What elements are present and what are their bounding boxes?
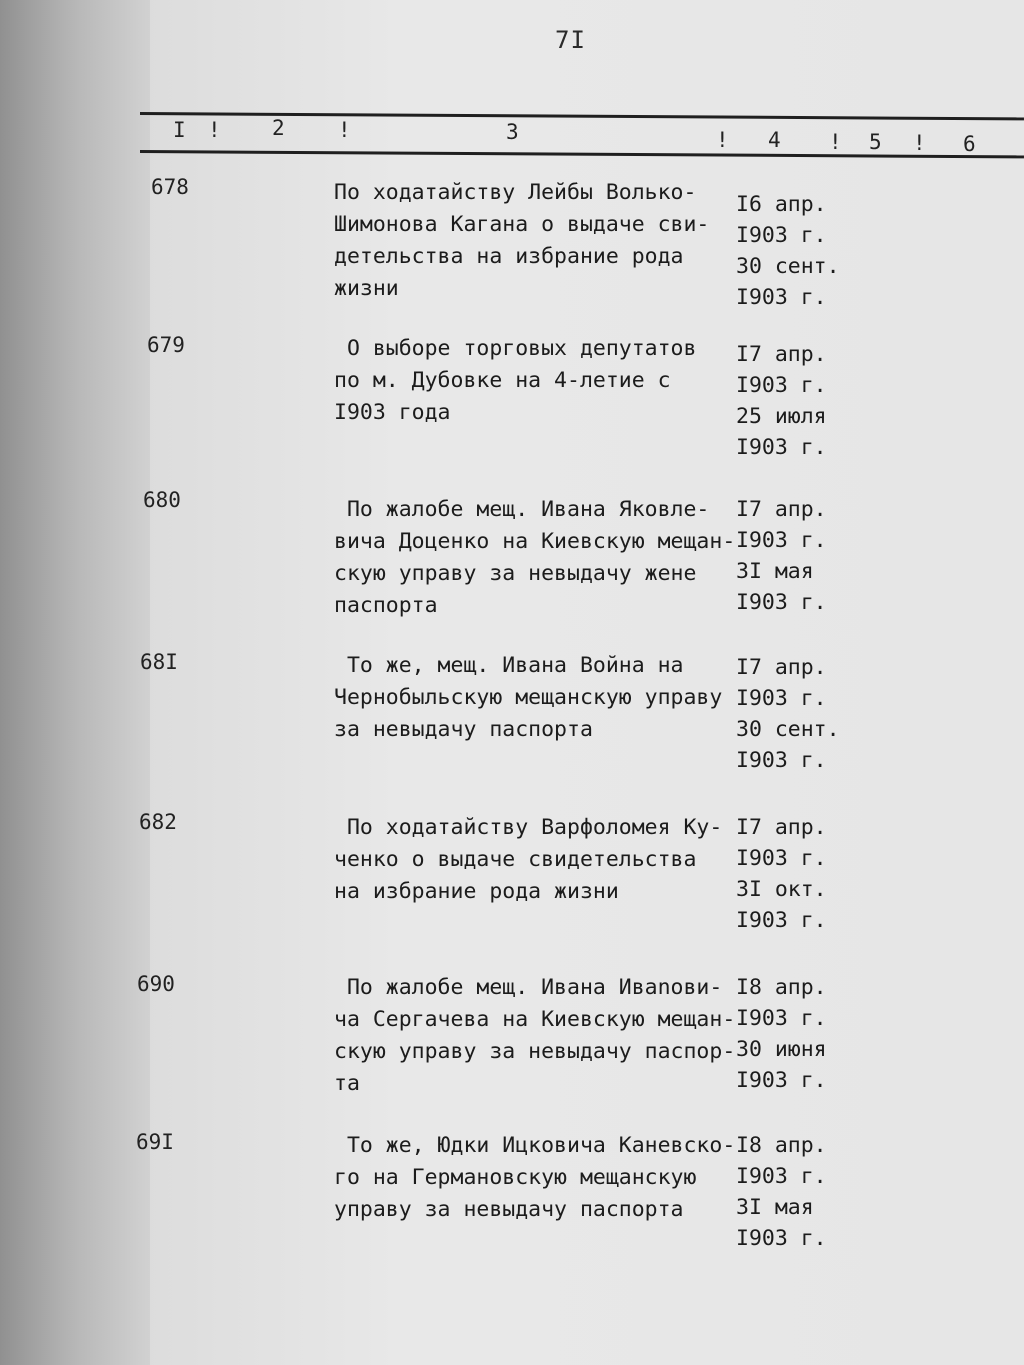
- column-header-2: 2: [272, 116, 285, 140]
- date-line: I903 г.: [736, 590, 827, 615]
- date-line: I7 апр.: [736, 342, 827, 367]
- title-line: го на Германовскую мещанскую: [334, 1165, 697, 1190]
- date-line: 3I мая: [736, 1195, 814, 1220]
- case-dates: [736, 812, 846, 936]
- date-line: I903 г.: [736, 435, 827, 460]
- date-line: 30 июня: [736, 1037, 827, 1062]
- title-line: паспорта: [334, 593, 438, 618]
- title-line: управу за невыдачу паспорта: [334, 1197, 684, 1222]
- column-header-4: 4: [768, 128, 781, 152]
- title-line: жизни: [334, 276, 399, 301]
- date-line: I7 апр.: [736, 655, 827, 680]
- date-line: I903 г.: [736, 373, 827, 398]
- title-line: детельства на избрание рода: [334, 244, 684, 269]
- case-title: [334, 333, 744, 429]
- date-line: I903 г.: [736, 1226, 827, 1251]
- date-line: I903 г.: [736, 686, 827, 711]
- date-line: I903 г.: [736, 1006, 827, 1031]
- title-line: ченко о выдаче свидетельства: [334, 847, 697, 872]
- page-number: 7I: [555, 26, 586, 54]
- column-separator: !: [716, 128, 729, 152]
- title-line: на избрание рода жизни: [334, 879, 619, 904]
- column-separator: !: [829, 130, 842, 154]
- title-line: Шимонова Кагана о выдаче сви-: [334, 212, 710, 237]
- title-line: Чернобыльскую мещанскую управу: [334, 685, 723, 710]
- date-line: I903 г.: [736, 1164, 827, 1189]
- case-number: 682: [139, 810, 177, 834]
- case-number: 680: [143, 488, 181, 512]
- date-line: 3I окт.: [736, 877, 827, 902]
- date-line: I6 апр.: [736, 192, 827, 217]
- date-line: I7 апр.: [736, 815, 827, 840]
- date-line: 30 сент.: [736, 254, 840, 279]
- column-separator: !: [208, 118, 221, 142]
- title-line: То же, Юдки Ицковича Каневско-: [334, 1133, 736, 1158]
- column-header-3: 3: [506, 120, 519, 144]
- case-number: 679: [147, 333, 185, 357]
- header-rule-bottom: [140, 150, 1024, 158]
- column-header-5: 5: [869, 130, 882, 154]
- date-line: I903 г.: [736, 748, 827, 773]
- title-line: По ходатайству Лейбы Волько-: [334, 180, 697, 205]
- title-line: По жалобе мещ. Ивана Яковле-: [334, 497, 710, 522]
- column-header-1: I: [173, 118, 186, 142]
- case-dates: [736, 652, 846, 776]
- case-dates: [736, 339, 846, 463]
- case-dates: [736, 189, 846, 313]
- date-line: I8 апр.: [736, 1133, 827, 1158]
- case-title: [334, 494, 744, 622]
- title-line: То же, мещ. Ивана Война на: [334, 653, 684, 678]
- case-title: [334, 812, 744, 908]
- title-line: за невыдачу паспорта: [334, 717, 593, 742]
- title-line: скую управу за невыдачу жене: [334, 561, 697, 586]
- case-title: [334, 650, 744, 746]
- case-title: [334, 177, 744, 305]
- date-line: I903 г.: [736, 528, 827, 553]
- title-line: скую управу за невыдачу паспор-: [334, 1039, 736, 1064]
- date-line: 25 июля: [736, 404, 827, 429]
- date-line: I903 г.: [736, 908, 827, 933]
- column-separator: !: [338, 118, 351, 142]
- title-line: I903 года: [334, 400, 451, 425]
- title-line: По ходатайству Варфоломея Ку-: [334, 815, 723, 840]
- date-line: I903 г.: [736, 285, 827, 310]
- date-line: 30 сент.: [736, 717, 840, 742]
- case-dates: [736, 494, 846, 618]
- column-header-6: 6: [963, 132, 976, 156]
- case-number: 69I: [136, 1130, 174, 1154]
- date-line: I903 г.: [736, 223, 827, 248]
- title-line: О выборе торговых депутатов: [334, 336, 697, 361]
- case-title: [334, 972, 744, 1100]
- case-number: 690: [137, 972, 175, 996]
- title-line: ча Сергачева на Киевскую мещан-: [334, 1007, 736, 1032]
- title-line: та: [334, 1071, 360, 1096]
- page-fold-shadow: [0, 0, 150, 1365]
- case-dates: [736, 1130, 846, 1254]
- date-line: I7 апр.: [736, 497, 827, 522]
- date-line: I8 апр.: [736, 975, 827, 1000]
- case-number: 678: [151, 175, 189, 199]
- date-line: I903 г.: [736, 1068, 827, 1093]
- title-line: по м. Дубовке на 4-летие с: [334, 368, 671, 393]
- title-line: По жалобе мещ. Ивана Ивanови-: [334, 975, 723, 1000]
- case-dates: [736, 972, 846, 1096]
- case-title: [334, 1130, 744, 1226]
- title-line: вича Доценко на Киевскую мещан-: [334, 529, 736, 554]
- case-number: 68I: [140, 650, 178, 674]
- date-line: 3I мая: [736, 559, 814, 584]
- date-line: I903 г.: [736, 846, 827, 871]
- column-separator: !: [913, 131, 926, 155]
